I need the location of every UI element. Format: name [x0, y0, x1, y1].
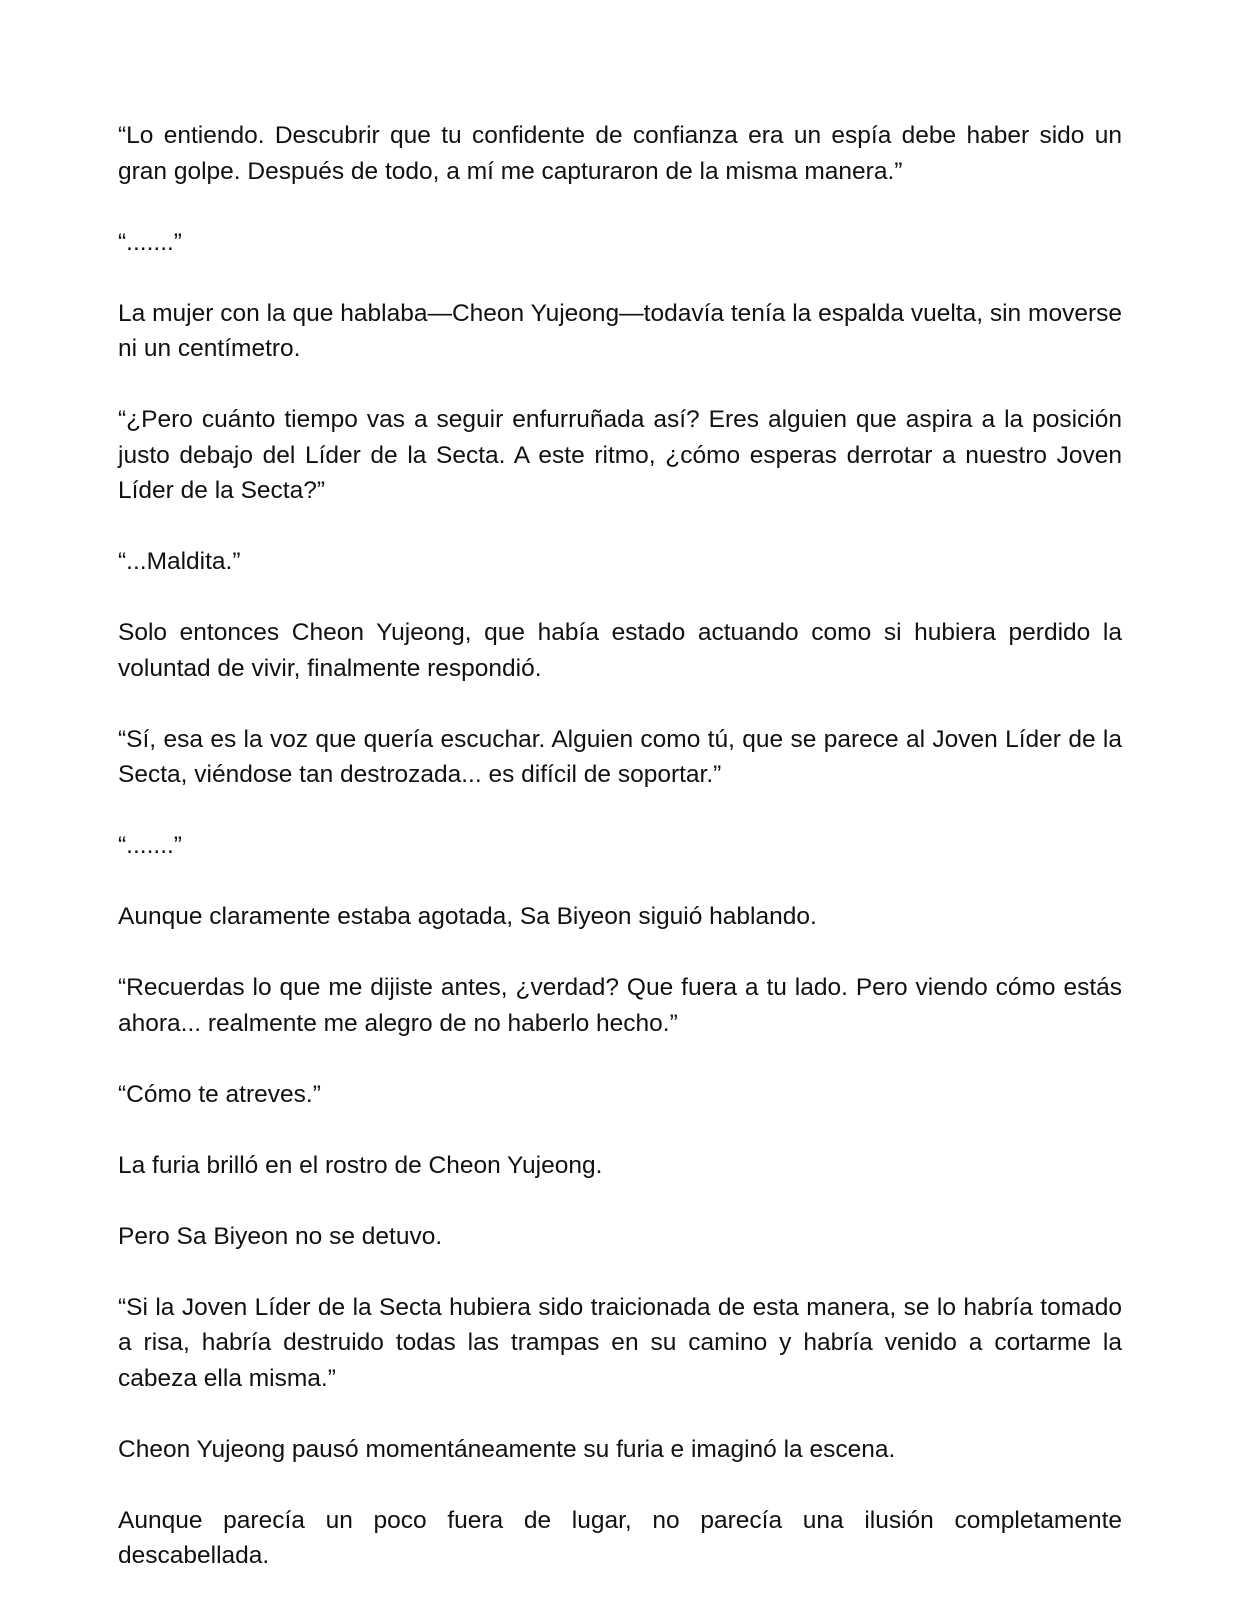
- paragraph-9: Aunque claramente estaba agotada, Sa Biyeon siguió hablando.: [118, 903, 817, 930]
- paragraph-7: “Sí, esa es la voz que quería escuchar. Alguien como tú, que se parece al Joven Líder de la Secta, viéndose tan destrozada... es difícil de soportar.”: [118, 725, 1122, 788]
- paragraph-12: La furia brilló en el rostro de Cheon Yujeong.: [118, 1151, 603, 1179]
- paragraph-2: “.......”: [118, 228, 182, 256]
- paragraph-6: Solo entonces Cheon Yujeong, que había estado actuando como si hubiera perdido la voluntad de vivir, finalmente respondió.: [118, 619, 1122, 682]
- paragraph-16: Aunque parecía un poco fuera de lugar, no parecía una ilusión completamente descabellada.: [118, 1506, 1122, 1569]
- paragraph-4: “¿Pero cuánto tiempo vas a seguir enfurruñada así? Eres alguien que aspira a la posición justo debajo del Líder de la Secta. A este ritmo, ¿cómo esperas derrotar a nuestro Joven Líder de la Secta?”: [118, 406, 1122, 504]
- paragraph-10: “Recuerdas lo que me dijiste antes, ¿verdad? Que fuera a tu lado. Pero viendo cómo estás ahora... realmente me alegro de no haberlo hecho.”: [118, 974, 1122, 1037]
- paragraph-14: “Si la Joven Líder de la Secta hubiera sido traicionada de esta manera, se lo habría tomado a risa, habría destruido todas las trampas en su camino y habría venido a cortarme la cabeza ella misma.”: [118, 1293, 1122, 1392]
- document-page: [118, 118, 1122, 1574]
- paragraph-11: “Cómo te atreves.”: [118, 1080, 321, 1108]
- paragraph-3: La mujer con la que hablaba—Cheon Yujeong—todavía tenía la espalda vuelta, sin moverse ni un centímetro.: [118, 299, 1122, 362]
- paragraph-8: “.......”: [118, 832, 182, 859]
- paragraph-5: “...Maldita.”: [118, 548, 241, 575]
- paragraph-15: Cheon Yujeong pausó momentáneamente su furia e imaginó la escena.: [118, 1435, 896, 1463]
- paragraph-1: “Lo entiendo. Descubrir que tu confidente de confianza era un espía debe haber sido un gran golpe. Después de todo, a mí me capturaron de la misma manera.”: [118, 122, 1122, 185]
- paragraph-13: Pero Sa Biyeon no se detuvo.: [118, 1222, 443, 1250]
